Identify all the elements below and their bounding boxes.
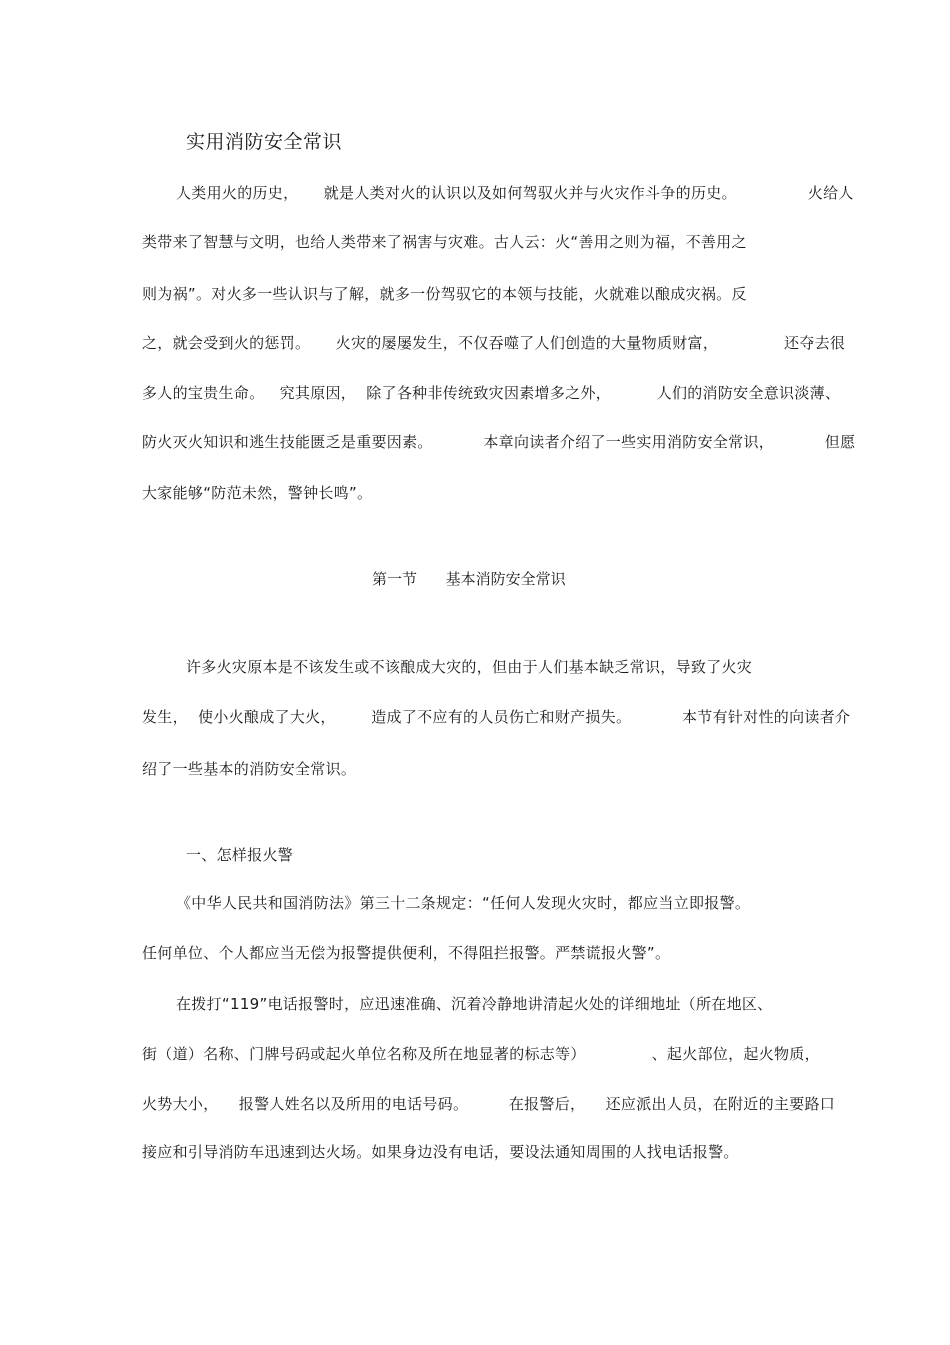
page-title: 实用消防安全常识 (186, 131, 343, 153)
intro-line-7: 大家能够“防范未然，警钟长鸣”。 (142, 484, 373, 502)
subheading: 一、怎样报火警 (186, 846, 294, 864)
intro-line-6: 防火灭火知识和逃生技能匮乏是重要因素。 本章向读者介绍了一些实用消防安全常识， 但愿 (142, 433, 856, 451)
intro-line-3: 则为祸”。对火多一些认识与了解，就多一份驾驭它的本领与技能，火就难以酿成灾祸。反 (142, 285, 747, 303)
law-line-1: 《中华人民共和国消防法》第三十二条规定：“任何人发现火灾时，都应当立即报警。 (176, 894, 751, 912)
section-line-1: 许多火灾原本是不该发生或不该酿成大灾的，但由于人们基本缺乏常识，导致了火灾 (186, 658, 753, 676)
call-line-2: 街（道）名称、门牌号码或起火单位名称及所在地显著的标志等） 、起火部位，起火物质， (142, 1045, 820, 1063)
section-heading: 第一节 基本消防安全常识 (372, 570, 566, 588)
intro-line-2: 类带来了智慧与文明，也给人类带来了祸害与灾难。古人云：火“善用之则为福，不善用之 (142, 233, 747, 251)
law-line-2: 任何单位、个人都应当无偿为报警提供便利，不得阻拦报警。严禁谎报火警”。 (142, 944, 671, 962)
intro-line-5: 多人的宝贵生命。 究其原因， 除了各种非传统致灾因素增多之外， 人们的消防安全意识淡薄、 (142, 384, 841, 402)
section-line-3: 绍了一些基本的消防安全常识。 (142, 760, 357, 778)
intro-line-1: 人类用火的历史， 就是人类对火的认识以及如何驾驭火并与火灾作斗争的历史。 火给人 (176, 184, 854, 202)
intro-line-4: 之，就会受到火的惩罚。 火灾的屡屡发生，不仅吞噬了人们创造的大量物质财富， 还夺去很 (142, 334, 846, 352)
call-line-1: 在拨打“119”电话报警时，应迅速准确、沉着冷静地讲清起火处的详细地址（所在地区、 (176, 995, 773, 1013)
call-line-4: 接应和引导消防车迅速到达火场。如果身边没有电话，要设法通知周围的人找电话报警。 (142, 1143, 739, 1161)
section-line-2: 发生， 使小火酿成了大火， 造成了不应有的人员伤亡和财产损失。 本节有针对性的向读者介 (142, 708, 851, 726)
call-line-3: 火势大小， 报警人姓名以及所用的电话号码。 在报警后， 还应派出人员，在附近的主要路口 (142, 1095, 836, 1113)
